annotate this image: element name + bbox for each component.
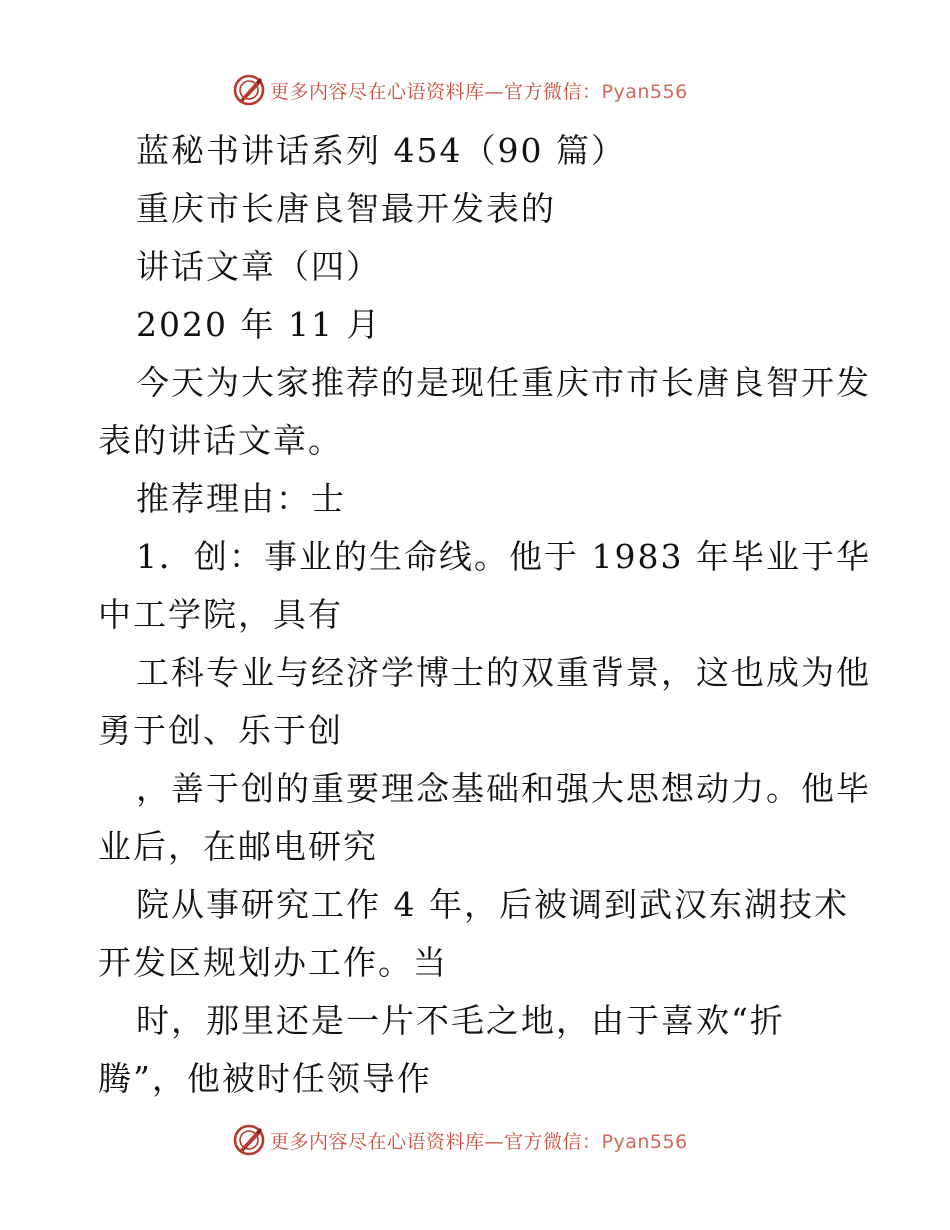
text-line: 2020 年 11 月 xyxy=(136,305,382,344)
watermark-text: 更多内容尽在心语资料库—官方微信：Pyan556 xyxy=(270,80,688,103)
text-line: ，善于创的重要理念基础和强大思想动力。他毕 xyxy=(136,769,871,808)
text-line: 时，那里还是一片不毛之地，由于喜欢“折 xyxy=(136,1001,785,1040)
text-line: 勇于创、乐于创 xyxy=(98,711,343,750)
document-body xyxy=(98,122,871,1108)
text-line: 开发区规划办工作。当 xyxy=(98,943,448,982)
text-line: 业后，在邮电研究 xyxy=(98,827,378,866)
wechat-id: Pyan556 xyxy=(601,1130,688,1153)
footer-watermark-banner xyxy=(232,1122,732,1158)
text-line: 重庆市长唐良智最开发表的 xyxy=(136,189,556,228)
wechat-id: Pyan556 xyxy=(601,80,688,103)
text-line: 讲话文章（四） xyxy=(136,247,381,286)
text-line: 今天为大家推荐的是现任重庆市市长唐良智开发 xyxy=(136,363,871,402)
text-line: 1．创：事业的生命线。他于 1983 年毕业于华 xyxy=(136,537,871,576)
text-line: 院从事研究工作 4 年，后被调到武汉东湖技术 xyxy=(136,885,849,924)
pen-logo-icon xyxy=(232,73,266,107)
text-line: 腾”，他被时任领导作 xyxy=(98,1059,432,1098)
text-line: 蓝秘书讲话系列 454（90 篇） xyxy=(136,131,626,170)
text-line: 表的讲话文章。 xyxy=(98,421,343,460)
pen-logo-icon xyxy=(232,1123,266,1157)
text-line: 工科专业与经济学博士的双重背景，这也成为他 xyxy=(136,653,871,692)
text-line: 推荐理由：士 xyxy=(136,479,346,518)
header-watermark-banner xyxy=(232,72,732,108)
text-line: 中工学院，具有 xyxy=(98,595,343,634)
watermark-text: 更多内容尽在心语资料库—官方微信：Pyan556 xyxy=(270,1130,688,1153)
